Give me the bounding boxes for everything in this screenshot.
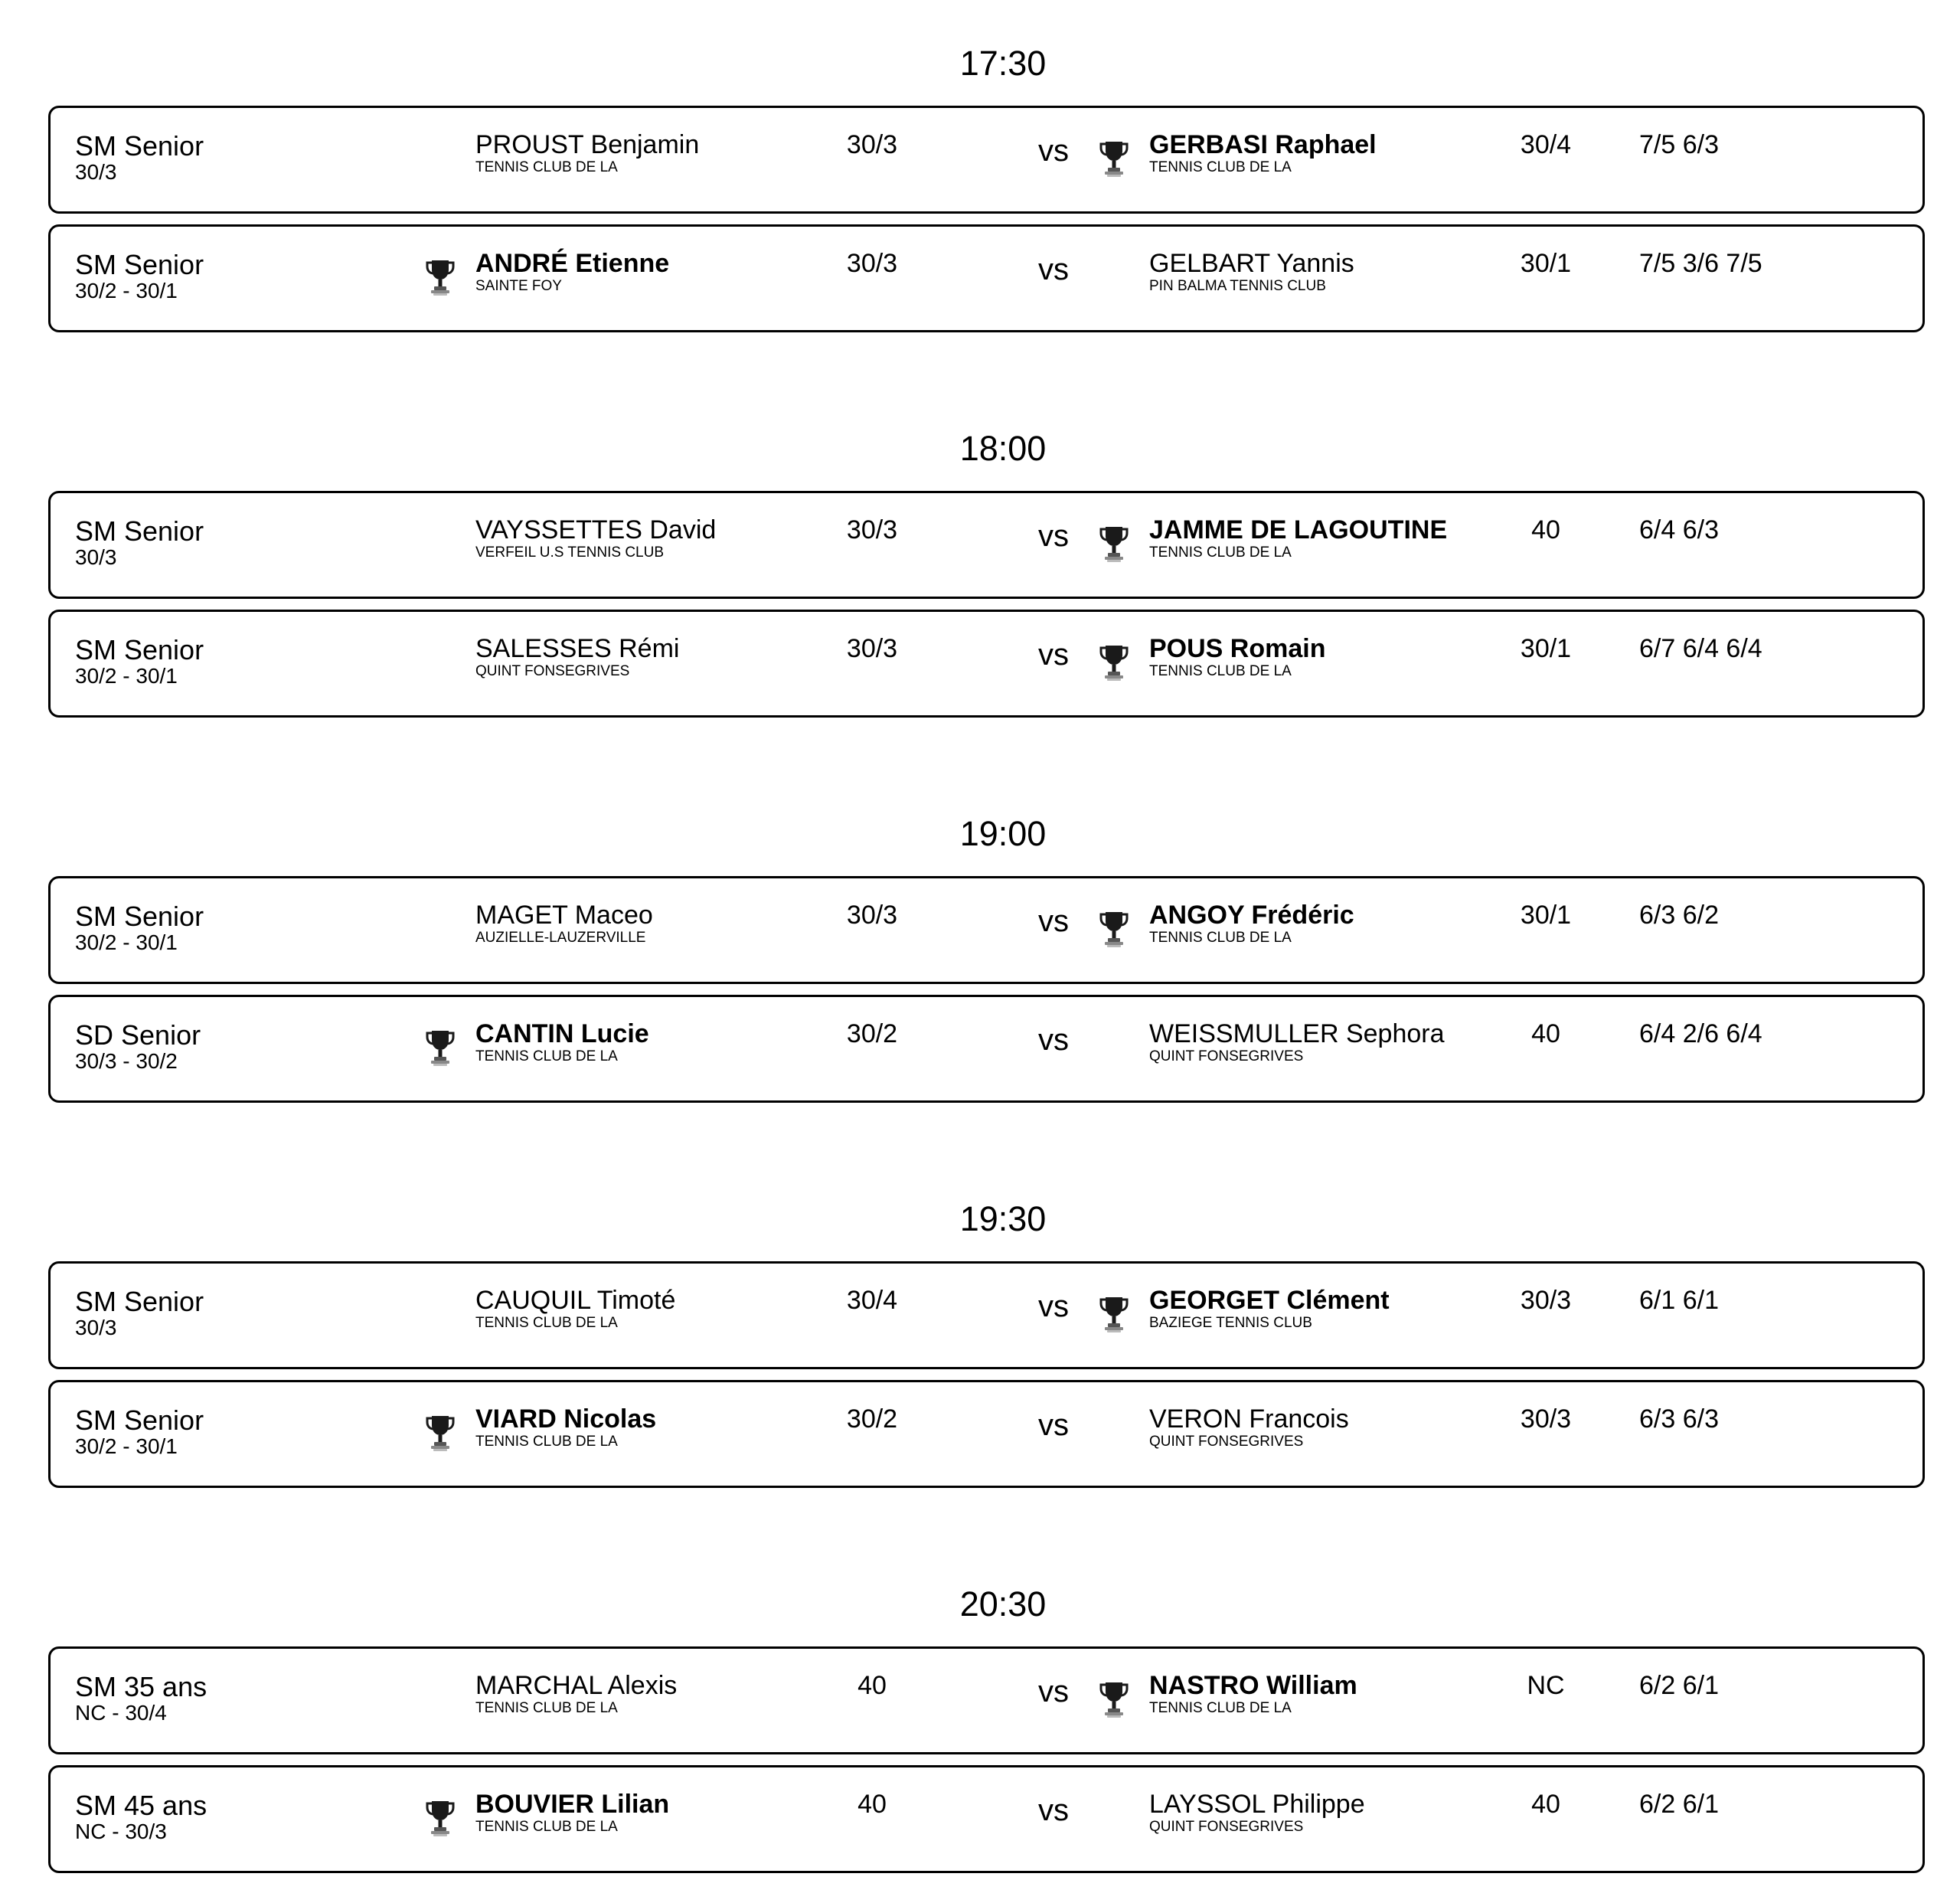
versus-label: vs <box>1038 1793 1069 1827</box>
player-name: ANGOY Frédéric <box>1149 901 1354 930</box>
match-ranking-range: 30/3 <box>75 1316 117 1339</box>
player-name: CAUQUIL Timoté <box>475 1286 676 1315</box>
player-ranking: NC <box>1527 1671 1565 1700</box>
match-card <box>48 610 1925 718</box>
versus-label: vs <box>1038 638 1069 672</box>
player-name: MARCHAL Alexis <box>475 1671 678 1700</box>
versus-label: vs <box>1038 1408 1069 1442</box>
player-name: PROUST Benjamin <box>475 130 700 159</box>
match-category: SM 45 ans <box>75 1790 207 1821</box>
trophy-icon <box>426 1029 455 1069</box>
player-club: TENNIS CLUB DE LA <box>1149 544 1292 561</box>
match-ranking-range: 30/2 - 30/1 <box>75 930 178 954</box>
player-club: TENNIS CLUB DE LA <box>1149 663 1292 679</box>
match-category: SM Senior <box>75 634 204 665</box>
player-club: TENNIS CLUB DE LA <box>475 1700 618 1716</box>
player-name: GEORGET Clément <box>1149 1286 1390 1315</box>
match-score: 6/2 6/1 <box>1639 1671 1719 1700</box>
player-club: TENNIS CLUB DE LA <box>475 159 618 175</box>
player-ranking: 30/4 <box>1520 130 1572 159</box>
match-category: SM Senior <box>75 515 204 547</box>
versus-label: vs <box>1038 519 1069 553</box>
player-name: CANTIN Lucie <box>475 1019 649 1048</box>
player-name: SALESSES Rémi <box>475 634 680 663</box>
match-category: SM Senior <box>75 130 204 162</box>
player-ranking: 30/2 <box>846 1404 898 1434</box>
match-ranking-range: NC - 30/4 <box>75 1701 167 1725</box>
player-ranking: 30/3 <box>846 130 898 159</box>
match-score: 6/4 6/3 <box>1639 515 1719 544</box>
player-name: ANDRÉ Etienne <box>475 249 670 278</box>
player-ranking: 30/3 <box>846 515 898 544</box>
match-ranking-range: 30/2 - 30/1 <box>75 279 178 302</box>
player-ranking: 30/1 <box>1520 634 1572 663</box>
player-name: VERON Francois <box>1149 1404 1349 1434</box>
time-slot-heading: 19:00 <box>959 814 1047 853</box>
player-club: BAZIEGE TENNIS CLUB <box>1149 1315 1312 1331</box>
match-score: 6/7 6/4 6/4 <box>1639 634 1762 663</box>
player-ranking: 30/3 <box>846 634 898 663</box>
match-card <box>48 876 1925 984</box>
player-ranking: 30/3 <box>1520 1286 1572 1315</box>
trophy-icon <box>426 1414 455 1454</box>
match-score: 6/4 2/6 6/4 <box>1639 1019 1762 1048</box>
player-name: JAMME DE LAGOUTINE <box>1149 515 1448 544</box>
player-club: QUINT FONSEGRIVES <box>475 663 630 679</box>
player-ranking: 30/2 <box>846 1019 898 1048</box>
player-name: VAYSSETTES David <box>475 515 717 544</box>
match-category: SM Senior <box>75 1286 204 1317</box>
versus-label: vs <box>1038 1023 1069 1057</box>
versus-label: vs <box>1038 904 1069 938</box>
match-ranking-range: 30/3 - 30/2 <box>75 1049 178 1073</box>
match-category: SM 35 ans <box>75 1671 207 1702</box>
player-name: MAGET Maceo <box>475 901 653 930</box>
player-club: SAINTE FOY <box>475 278 562 294</box>
player-ranking: 30/1 <box>1520 249 1572 278</box>
match-card <box>48 224 1925 332</box>
match-category: SD Senior <box>75 1019 201 1051</box>
match-card <box>48 106 1925 214</box>
player-club: TENNIS CLUB DE LA <box>475 1819 618 1835</box>
match-score: 7/5 6/3 <box>1639 130 1719 159</box>
match-score: 7/5 3/6 7/5 <box>1639 249 1762 278</box>
versus-label: vs <box>1038 1290 1069 1323</box>
player-name: GELBART Yannis <box>1149 249 1354 278</box>
player-club: TENNIS CLUB DE LA <box>475 1048 618 1064</box>
player-ranking: 30/4 <box>846 1286 898 1315</box>
player-club: QUINT FONSEGRIVES <box>1149 1434 1304 1450</box>
player-ranking: 40 <box>858 1790 887 1819</box>
player-club: VERFEIL U.S TENNIS CLUB <box>475 544 665 561</box>
player-name: LAYSSOL Philippe <box>1149 1790 1365 1819</box>
player-name: VIARD Nicolas <box>475 1404 657 1434</box>
player-name: GERBASI Raphael <box>1149 130 1377 159</box>
match-category: SM Senior <box>75 901 204 932</box>
trophy-icon <box>426 259 455 299</box>
player-ranking: 40 <box>1531 515 1560 544</box>
match-category: SM Senior <box>75 249 204 280</box>
match-card <box>48 1261 1925 1369</box>
match-card <box>48 1765 1925 1873</box>
match-card <box>48 491 1925 599</box>
match-card <box>48 995 1925 1103</box>
match-card <box>48 1380 1925 1488</box>
player-club: TENNIS CLUB DE LA <box>475 1434 618 1450</box>
player-name: BOUVIER Lilian <box>475 1790 670 1819</box>
player-ranking: 40 <box>858 1671 887 1700</box>
match-ranking-range: 30/2 - 30/1 <box>75 664 178 688</box>
match-ranking-range: 30/3 <box>75 545 117 569</box>
time-slot-heading: 18:00 <box>959 429 1047 468</box>
player-ranking: 30/3 <box>846 901 898 930</box>
player-ranking: 30/3 <box>846 249 898 278</box>
match-ranking-range: 30/3 <box>75 160 117 184</box>
player-ranking: 40 <box>1531 1019 1560 1048</box>
player-ranking: 40 <box>1531 1790 1560 1819</box>
player-ranking: 30/1 <box>1520 901 1572 930</box>
player-club: TENNIS CLUB DE LA <box>1149 1700 1292 1716</box>
match-category: SM Senior <box>75 1404 204 1436</box>
player-name: NASTRO William <box>1149 1671 1357 1700</box>
player-name: WEISSMULLER Sephora <box>1149 1019 1445 1048</box>
player-club: AUZIELLE-LAUZERVILLE <box>475 930 646 946</box>
player-club: PIN BALMA TENNIS CLUB <box>1149 278 1326 294</box>
versus-label: vs <box>1038 253 1069 286</box>
match-card <box>48 1646 1925 1754</box>
match-score: 6/1 6/1 <box>1639 1286 1719 1315</box>
match-score: 6/3 6/2 <box>1639 901 1719 930</box>
player-club: TENNIS CLUB DE LA <box>475 1315 618 1331</box>
player-club: QUINT FONSEGRIVES <box>1149 1048 1304 1064</box>
versus-label: vs <box>1038 1675 1069 1708</box>
time-slot-heading: 19:30 <box>959 1199 1047 1238</box>
trophy-icon <box>426 1800 455 1839</box>
player-club: TENNIS CLUB DE LA <box>1149 159 1292 175</box>
time-slot-heading: 17:30 <box>959 44 1047 83</box>
match-ranking-range: 30/2 - 30/1 <box>75 1434 178 1458</box>
time-slot-heading: 20:30 <box>959 1584 1047 1623</box>
versus-label: vs <box>1038 134 1069 168</box>
player-club: QUINT FONSEGRIVES <box>1149 1819 1304 1835</box>
player-name: POUS Romain <box>1149 634 1326 663</box>
player-ranking: 30/3 <box>1520 1404 1572 1434</box>
match-score: 6/2 6/1 <box>1639 1790 1719 1819</box>
match-score: 6/3 6/3 <box>1639 1404 1719 1434</box>
match-ranking-range: NC - 30/3 <box>75 1820 167 1843</box>
player-club: TENNIS CLUB DE LA <box>1149 930 1292 946</box>
